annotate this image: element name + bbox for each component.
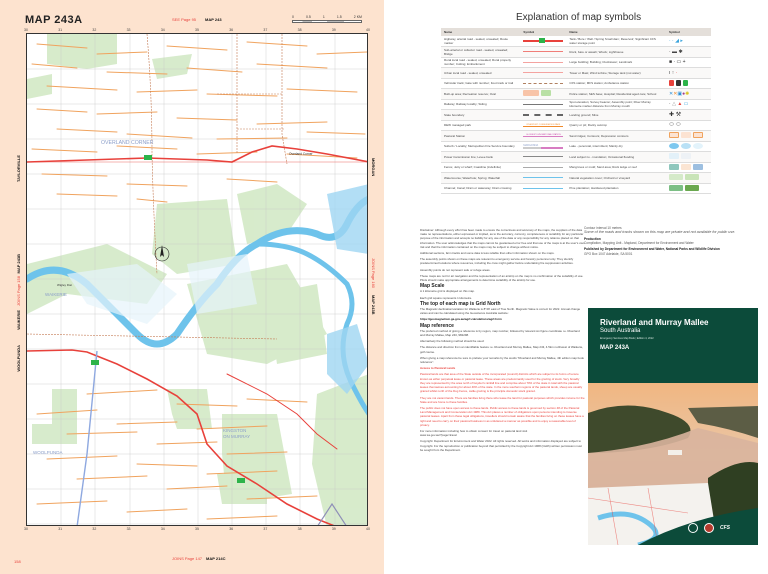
contour-interval: Contour interval 10 metres	[584, 226, 622, 230]
legend-title: Explanation of map symbols	[516, 12, 642, 23]
production-heading: Production	[584, 236, 601, 241]
see-page-link[interactable]: SEE Page 95	[172, 17, 197, 22]
legend-row	[441, 89, 711, 100]
topographic-map[interactable]	[26, 33, 368, 526]
legend-name: Pastoral Station	[441, 131, 520, 142]
cover-photo	[588, 368, 758, 545]
copyright-text: Copyright: Department for Environment and Water 2022. All rights reserved. All works and information displayed are subject to Copyright. For the reproduction or publication beyond that permitted by the Copyright Act 1968 (Cwlth) written permission must be sought from the Department.	[420, 439, 582, 452]
legend-row	[441, 78, 711, 89]
grid-label: 33	[126, 527, 131, 531]
legend-name: Large building; Building; Clocktower; Landmark	[566, 57, 666, 68]
heading-map-scale: Map Scale	[420, 283, 445, 290]
legend-name: Tower or Mast; Wind turbine; Storage tank (not water)	[566, 68, 666, 79]
track-symbol	[520, 78, 566, 89]
cover-map-number: MAP 243A	[600, 345, 630, 351]
legend-row	[441, 152, 711, 163]
sub-arterial-symbol	[520, 47, 566, 58]
legend-name: Land subject to - inundation; Occasional flooding	[566, 152, 666, 163]
legend-name: Power transmission line; Levee bank	[441, 152, 520, 163]
label-overland-corner-town: Overland Corner	[289, 152, 313, 156]
publisher-address: GPO Box 1047 Adelaide, SA 5001	[584, 251, 633, 256]
map-graphic	[27, 34, 368, 526]
legend-row	[441, 68, 711, 79]
legend-name: Spot elevation; Survey beacon; Assembly point; River Murray kilometre marker distance from Murray mouth	[566, 99, 666, 110]
map-title: MAP 243A	[25, 14, 83, 26]
building-symbol: ■ · ▭ +	[666, 57, 711, 68]
heading-pastoral-access: Access to Pastoral Lands	[420, 366, 456, 371]
inundation-symbol	[666, 152, 711, 163]
label-woolpunda: WOOLPUNDA	[33, 450, 63, 455]
scale-text: Each grid square represents 1 kilometre.	[420, 295, 473, 300]
legend-name: Police station; SES base; Hospital; Residential aged care; School	[566, 89, 666, 100]
margin-place-taylorville: TAYLORVILLE	[16, 155, 21, 183]
grid-label: 34	[160, 28, 165, 32]
legend-name: Tank / Bore / Well / Spring Small dam; Reservoir; Significant CFS water storage point	[566, 36, 666, 47]
legend-name: Landing ground; Mine	[566, 110, 666, 121]
sand-ridge-symbol	[666, 131, 711, 142]
pastoral-info-text: For more information including how to obtain consent for travel on pastoral land visit	[420, 428, 528, 433]
scale-tick: 1	[322, 15, 325, 19]
disclaimer-text: Additional sections, farm tracks and some data is less reliable than other information shown on the maps.	[420, 251, 555, 256]
legend-header: Name	[441, 28, 520, 36]
watercourse-symbol	[520, 173, 566, 184]
legend-page-right	[384, 0, 768, 574]
joins-right-map: MAP 243B	[371, 295, 376, 315]
urban-road-symbol	[520, 68, 566, 79]
grid-label: 30	[24, 28, 28, 32]
tower-symbol: ı ↑ ·	[666, 68, 711, 79]
scale-tick: 0	[292, 15, 294, 19]
production-info	[584, 226, 759, 256]
scale-tick: 0.5	[305, 15, 311, 19]
legend-name: Channel; Canal; Drain or waterway; Drain crossing	[441, 183, 520, 194]
legend-row	[441, 57, 711, 68]
cover-logos	[688, 523, 730, 533]
legend-name: Sub-arterial or collector road - sealed, unsealed; Bridge	[441, 47, 520, 58]
reference-text: Alternatively the following method should be used:	[420, 339, 485, 344]
grid-label: 33	[126, 28, 131, 32]
legend-name: Watercourse; Waterhole; Spring; Waterfall	[441, 173, 520, 184]
police-symbol: ✕✕▣●✺	[666, 89, 711, 100]
landing-ground-symbol: ✚ ⚒	[666, 110, 711, 121]
see-map-ref: MAP 243	[205, 17, 222, 22]
legend-name: DEW managed park	[441, 120, 520, 131]
heading-map-reference: Map reference	[420, 322, 454, 329]
legend-name: Vehicular track; Gate with number; Foot track or trail	[441, 78, 520, 89]
scale-tick: 1.5	[336, 15, 342, 19]
legend-row	[441, 110, 711, 121]
ses-badge-icon	[704, 523, 714, 533]
locality-symbol: MARGONNA	[520, 141, 566, 152]
legend-name: CFS station; MFS station; Ambulance station	[566, 78, 666, 89]
legend-table	[441, 28, 711, 194]
legend-header: Name	[566, 28, 666, 36]
grid-label: 32	[92, 28, 97, 32]
cover-title: Riverland and Murray Mallee	[600, 318, 709, 327]
legend-name: Urban local road - sealed, unsealed	[441, 68, 520, 79]
legend-row	[441, 141, 711, 152]
legend-row	[441, 99, 711, 110]
channel-symbol	[520, 183, 566, 194]
scale-tick: 2 KM	[353, 15, 362, 19]
water-point-symbol: · · ◢ ▸	[666, 36, 711, 47]
cover-header	[588, 308, 758, 383]
label-overland-corner: OVERLAND CORNER	[101, 140, 154, 146]
publisher-text: Published by Department for Environment and Water, National Parks and Wildlife Division	[584, 247, 720, 252]
pastoral-symbol: GLOSSOP DUN PASTORAL STATION	[520, 131, 566, 142]
joins-left-map: MAP 243B	[16, 254, 21, 274]
legend-row	[441, 120, 711, 131]
legend-row	[441, 173, 711, 184]
label-wigley-flat: Wigley Flat	[57, 283, 72, 287]
legend-name: Fence; Jetty or wharf; Coastline (indefinite)	[441, 162, 520, 173]
grid-label: 39	[331, 28, 336, 32]
quarry-symbol: ⬭ ⬭	[666, 120, 711, 131]
legend-name: Sand ridges; Contours; Depression contours	[566, 131, 666, 142]
rock-symbol: · ▬ ✱	[666, 47, 711, 58]
railway-symbol	[520, 99, 566, 110]
heading-grid-north: The top of each map is Grid North	[420, 300, 501, 307]
grid-label: 36	[229, 527, 234, 531]
state-boundary-symbol	[520, 110, 566, 121]
cfs-logo-icon: CFS	[720, 525, 730, 531]
grid-label: 36	[229, 28, 234, 32]
legend-row	[441, 183, 711, 194]
right-margin	[371, 0, 379, 574]
reference-text: When giving a map reference be sure to preface your remarks by the words "Riverland and Murray Mallee, 4th edition map book reference".	[420, 355, 584, 365]
grid-label: 35	[195, 527, 199, 531]
grid-labels-top	[24, 28, 370, 32]
geomagnetism-link[interactable]: https://geomagnetism.ga.gov.au/agrf-calculations/agrf-form	[420, 317, 502, 322]
joins-left-link[interactable]: JOINS Page 158	[16, 276, 21, 307]
disclaimer-text: These maps are not for air navigation and the representation of an airstrip on the map is no confirmation of the suitability of use. Pilots should make appropriate arrangements to determine suitability of the airstrip for use.	[420, 273, 584, 283]
legend-name: Lake - perennial, intermittent; Mainly dry	[566, 141, 666, 152]
fence-symbol	[520, 162, 566, 173]
grid-label: 37	[263, 527, 268, 531]
lake-symbol	[666, 141, 711, 152]
scale-text: A 1 kilometre grid is displayed on this map.	[420, 289, 475, 294]
cover-subtitle: South Australia	[600, 328, 641, 334]
legend-name: Pine plantation; Hardwood plantation	[566, 183, 666, 194]
grid-label: 31	[58, 527, 63, 531]
grid-label: 38	[297, 28, 302, 32]
station-symbol	[666, 78, 711, 89]
grid-label: 30	[24, 527, 28, 531]
government-crest-icon	[688, 523, 698, 533]
reference-text: The distance and direction from an identifiable feature i.e. Riverland and Murray Mallee, Map 243, 4.5km northwest of Waikerie, golf course.	[420, 345, 583, 354]
vegetation-symbol	[666, 173, 711, 184]
cover-edition: Emergency Services Map Book | Edition 4, 2022	[600, 337, 654, 340]
pastoral-text: The public does not have open access to these lands. Public access to these lands is governed by section 48 of the Pastoral Land Management and Conservation Act 1989. This Act places a number of obligations upon persons intending to traverse pastoral leases. Apart from these legal obligations, travellers should remain aware that the families living on these leases have a right and need to carry on their pastoral business in as unfettered a manner as possible and to enjoy a reasonable level of privacy.	[420, 405, 584, 427]
grid-label: 39	[331, 527, 336, 531]
legend-name: Highway, arterial road - sealed, unsealed; Route marker	[441, 36, 520, 47]
park-symbol: RIVERPORT CONSERVATION PARK	[520, 120, 566, 131]
legend-name: Suburb / Locality; Metropolitan Fire Service boundary	[441, 141, 520, 152]
legend-name: State boundary	[441, 110, 520, 121]
rural-road-symbol	[520, 57, 566, 68]
highway-symbol	[520, 36, 566, 47]
north-text: The Magnetic declination/variation for Waikerie is 8°29' east of True North. Magnetic Value is correct for 2022. Annual change varies and can be calculated using the Geoscience Australia website:	[420, 307, 581, 316]
legend-name: Railway; Railway locality; Siding	[441, 99, 520, 110]
legend-name: Mangroves or mold; Sand area; Rock ledge or reef	[566, 162, 666, 173]
pastoral-text: They are not vacant lands. There are families living there who lease the land for pastoral purposes which provides income for the State and are home to these families.	[420, 395, 585, 404]
book-cover-image	[588, 308, 758, 545]
label-kingston: KINGSTON	[223, 428, 247, 433]
legend-row	[441, 131, 711, 142]
grid-label: 35	[195, 28, 199, 32]
scale-bar	[292, 15, 362, 25]
label-on-murray: ON MURRAY	[223, 434, 251, 439]
disclaimer-section	[420, 228, 585, 454]
pastoral-text: Pastoral lands are that area of the State outside of the incorporated (council) districts which are subject to its forms of tenure known as either perpetual lease or pastoral lease. These areas are predominantly used for the grazing of stock. Very broadly they are represented by the area north of Goyder's rainfall line and comprise about 70% of the state in total with the pastoral leases themselves accounting for about 40% of the state. In the more southern regions of the pastoral lands, sheep are usually grazed whilst north of the Dog Fence, cattle grazing is the principle domestic stock grazed.	[420, 372, 583, 394]
grid-label: 38	[297, 527, 302, 531]
pastoral-travel-link[interactable]: www.sa.gov.au/?page=travel	[420, 433, 457, 438]
label-waikerie: WAIKERIE	[45, 292, 67, 297]
legend-name: Built-up area; Recreation reserve; Oval	[441, 89, 520, 100]
grid-label: 31	[58, 28, 63, 32]
mangrove-symbol	[666, 162, 711, 173]
joins-bottom-link[interactable]: JOINS Page 147	[172, 556, 203, 561]
grid-label: 40	[366, 527, 370, 531]
grid-label: 34	[160, 527, 165, 531]
disclaimer-text: The assembly points shown on these maps are relevant to emergency service and forestry personnel only. They identify predetermined locations where resources, including the crew might gather before undertaking fire suppression activities.	[420, 257, 574, 266]
built-up-symbol	[520, 89, 566, 100]
grid-label: 40	[366, 28, 370, 32]
legend-row	[441, 162, 711, 173]
legend-name: Natural vegetation cover; Orchard or vineyard	[566, 173, 666, 184]
joins-right-link[interactable]: JOINS Page 160	[371, 258, 376, 289]
grid-labels-bottom	[24, 527, 370, 531]
page-number: 158	[14, 559, 21, 564]
left-margin	[16, 0, 24, 574]
disclaimer-text: Assembly points do not represent safe or refuge areas.	[420, 267, 491, 272]
grid-label: 32	[92, 527, 97, 531]
margin-place-waikerie: WAIKERIE	[16, 310, 21, 330]
legend-name: Rural local road - sealed, unsealed; Rural property number; Cutting; Embankment	[441, 57, 520, 68]
reference-text: The preferred method of giving a reference is by region, map number, followed by relevant six figure coordinate i.e. Riverland and Murray Mallee, Map 243, 982298.	[420, 328, 580, 338]
margin-place-woolpunda: WOOLPUNDA	[16, 345, 21, 372]
scale-strip	[292, 20, 362, 23]
power-line-symbol	[520, 152, 566, 163]
legend-header: Symbol	[666, 28, 711, 36]
private-roads-note: Some of the roads and tracks shown on this map are private and not available for public use.	[584, 230, 736, 235]
production-text: Compilation, Mapping Unit - Mapland, Department for Environment and Water	[584, 241, 694, 246]
plantation-symbol	[666, 183, 711, 194]
legend-header: Symbol	[520, 28, 566, 36]
margin-place-morgan: MORGAN	[371, 158, 376, 177]
legend-row	[441, 47, 711, 58]
legend-row	[441, 36, 711, 47]
disclaimer-text: Disclaimer: Although every effort has been made to ensure the correctness and accuracy of the maps, the suppliers of the data make no representations, either expressed or implied, as to the accuracy, currency, completeness or suitability for any particular purpose of the information and accepts no liability for any use of the data or any responsibility for any reliance placed on that information. The user acknowledges that the maps cannot be guaranteed error free and that use of the maps is at the user's own risk and that the information contained on the maps may be subject to change without notice.	[420, 228, 585, 249]
legend-name: Quarry or pit; Rocky outcrop	[566, 120, 666, 131]
legend-name: Rock, bare or awash; Wreck; Lighthouse	[566, 47, 666, 58]
spot-elevation-symbol: · △ ▲ ▭	[666, 99, 711, 110]
grid-label: 37	[263, 28, 268, 32]
joins-bottom-map: MAP 214C	[206, 556, 226, 561]
